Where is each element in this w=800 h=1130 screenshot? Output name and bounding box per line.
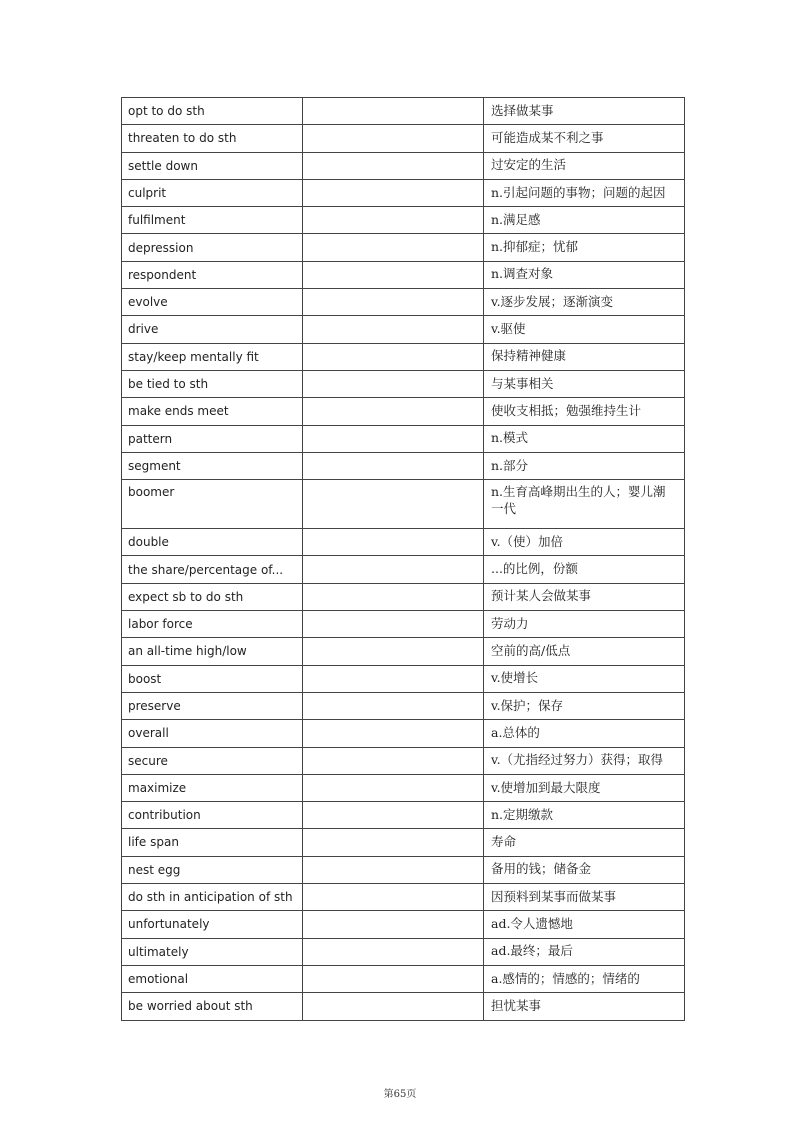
vocabulary-row bbox=[122, 692, 685, 719]
vocabulary-row bbox=[122, 884, 685, 911]
term-cell: depression bbox=[122, 234, 303, 261]
meaning-cell: n.定期缴款 bbox=[484, 802, 685, 829]
vocabulary-row bbox=[122, 911, 685, 938]
term-cell: respondent bbox=[122, 261, 303, 288]
meaning-cell: n.引起问题的事物；问题的起因 bbox=[484, 179, 685, 206]
translation-blank-cell bbox=[303, 207, 484, 234]
term-cell: the share/percentage of... bbox=[122, 556, 303, 583]
term-cell: pattern bbox=[122, 425, 303, 452]
translation-blank-cell bbox=[303, 98, 484, 125]
vocabulary-row bbox=[122, 480, 685, 529]
translation-blank-cell bbox=[303, 234, 484, 261]
vocabulary-row bbox=[122, 529, 685, 556]
translation-blank-cell bbox=[303, 692, 484, 719]
meaning-cell: 因预料到某事而做某事 bbox=[484, 884, 685, 911]
term-cell: opt to do sth bbox=[122, 98, 303, 125]
meaning-cell: 可能造成某不利之事 bbox=[484, 125, 685, 152]
meaning-cell: 劳动力 bbox=[484, 611, 685, 638]
translation-blank-cell bbox=[303, 261, 484, 288]
translation-blank-cell bbox=[303, 993, 484, 1020]
meaning-cell: 保持精神健康 bbox=[484, 343, 685, 370]
term-cell: culprit bbox=[122, 179, 303, 206]
vocabulary-row bbox=[122, 98, 685, 125]
term-cell: nest egg bbox=[122, 856, 303, 883]
translation-blank-cell bbox=[303, 425, 484, 452]
meaning-cell: 使收支相抵；勉强维持生计 bbox=[484, 398, 685, 425]
vocabulary-row bbox=[122, 425, 685, 452]
term-cell: threaten to do sth bbox=[122, 125, 303, 152]
meaning-cell: n.抑郁症；忧郁 bbox=[484, 234, 685, 261]
vocabulary-row bbox=[122, 398, 685, 425]
vocabulary-row bbox=[122, 611, 685, 638]
term-cell: secure bbox=[122, 747, 303, 774]
term-cell: settle down bbox=[122, 152, 303, 179]
meaning-cell: n.部分 bbox=[484, 452, 685, 479]
meaning-cell: ad.令人遗憾地 bbox=[484, 911, 685, 938]
meaning-cell: 空前的高/低点 bbox=[484, 638, 685, 665]
vocabulary-table-body bbox=[122, 98, 685, 1021]
vocabulary-row bbox=[122, 938, 685, 965]
vocabulary-row bbox=[122, 370, 685, 397]
term-cell: make ends meet bbox=[122, 398, 303, 425]
meaning-cell: 担忧某事 bbox=[484, 993, 685, 1020]
term-cell: expect sb to do sth bbox=[122, 583, 303, 610]
translation-blank-cell bbox=[303, 884, 484, 911]
translation-blank-cell bbox=[303, 829, 484, 856]
meaning-cell: ...的比例，份额 bbox=[484, 556, 685, 583]
vocabulary-row bbox=[122, 747, 685, 774]
term-cell: unfortunately bbox=[122, 911, 303, 938]
vocabulary-row bbox=[122, 152, 685, 179]
translation-blank-cell bbox=[303, 583, 484, 610]
meaning-cell: v.（使）加倍 bbox=[484, 529, 685, 556]
term-cell: drive bbox=[122, 316, 303, 343]
vocabulary-row bbox=[122, 125, 685, 152]
meaning-cell: v.使增长 bbox=[484, 665, 685, 692]
meaning-cell: 寿命 bbox=[484, 829, 685, 856]
meaning-cell: n.模式 bbox=[484, 425, 685, 452]
vocabulary-row bbox=[122, 993, 685, 1020]
translation-blank-cell bbox=[303, 125, 484, 152]
translation-blank-cell bbox=[303, 343, 484, 370]
translation-blank-cell bbox=[303, 452, 484, 479]
meaning-cell: 过安定的生活 bbox=[484, 152, 685, 179]
vocabulary-row bbox=[122, 179, 685, 206]
meaning-cell: a.感情的；情感的；情绪的 bbox=[484, 965, 685, 992]
translation-blank-cell bbox=[303, 720, 484, 747]
page-number: 第65页 bbox=[383, 1089, 417, 1100]
translation-blank-cell bbox=[303, 289, 484, 316]
vocabulary-row bbox=[122, 316, 685, 343]
term-cell: be worried about sth bbox=[122, 993, 303, 1020]
vocabulary-row bbox=[122, 234, 685, 261]
term-cell: fulfilment bbox=[122, 207, 303, 234]
meaning-cell: n.生育高峰期出生的人；婴儿潮一代 bbox=[484, 480, 685, 529]
term-cell: evolve bbox=[122, 289, 303, 316]
meaning-cell: 备用的钱；储备金 bbox=[484, 856, 685, 883]
term-cell: segment bbox=[122, 452, 303, 479]
meaning-cell: v.（尤指经过努力）获得；取得 bbox=[484, 747, 685, 774]
term-cell: boost bbox=[122, 665, 303, 692]
meaning-cell: v.驱使 bbox=[484, 316, 685, 343]
vocabulary-row bbox=[122, 965, 685, 992]
translation-blank-cell bbox=[303, 856, 484, 883]
meaning-cell: 与某事相关 bbox=[484, 370, 685, 397]
vocabulary-row bbox=[122, 774, 685, 801]
translation-blank-cell bbox=[303, 665, 484, 692]
translation-blank-cell bbox=[303, 370, 484, 397]
term-cell: maximize bbox=[122, 774, 303, 801]
meaning-cell: v.使增加到最大限度 bbox=[484, 774, 685, 801]
term-cell: double bbox=[122, 529, 303, 556]
translation-blank-cell bbox=[303, 965, 484, 992]
vocabulary-row bbox=[122, 720, 685, 747]
term-cell: stay/keep mentally fit bbox=[122, 343, 303, 370]
vocabulary-row bbox=[122, 829, 685, 856]
vocabulary-row bbox=[122, 207, 685, 234]
translation-blank-cell bbox=[303, 747, 484, 774]
vocabulary-row bbox=[122, 802, 685, 829]
meaning-cell: n.调查对象 bbox=[484, 261, 685, 288]
translation-blank-cell bbox=[303, 802, 484, 829]
meaning-cell: v.逐步发展；逐渐演变 bbox=[484, 289, 685, 316]
term-cell: overall bbox=[122, 720, 303, 747]
term-cell: life span bbox=[122, 829, 303, 856]
vocabulary-row bbox=[122, 261, 685, 288]
vocabulary-row bbox=[122, 289, 685, 316]
translation-blank-cell bbox=[303, 611, 484, 638]
meaning-cell: 选择做某事 bbox=[484, 98, 685, 125]
vocabulary-row bbox=[122, 583, 685, 610]
term-cell: contribution bbox=[122, 802, 303, 829]
vocabulary-row bbox=[122, 856, 685, 883]
translation-blank-cell bbox=[303, 938, 484, 965]
meaning-cell: v.保护；保存 bbox=[484, 692, 685, 719]
term-cell: ultimately bbox=[122, 938, 303, 965]
translation-blank-cell bbox=[303, 179, 484, 206]
translation-blank-cell bbox=[303, 774, 484, 801]
term-cell: boomer bbox=[122, 480, 303, 529]
translation-blank-cell bbox=[303, 911, 484, 938]
term-cell: do sth in anticipation of sth bbox=[122, 884, 303, 911]
translation-blank-cell bbox=[303, 638, 484, 665]
vocabulary-row bbox=[122, 665, 685, 692]
meaning-cell: n.满足感 bbox=[484, 207, 685, 234]
term-cell: be tied to sth bbox=[122, 370, 303, 397]
vocabulary-row bbox=[122, 638, 685, 665]
meaning-cell: ad.最终；最后 bbox=[484, 938, 685, 965]
translation-blank-cell bbox=[303, 316, 484, 343]
term-cell: labor force bbox=[122, 611, 303, 638]
vocabulary-row bbox=[122, 556, 685, 583]
meaning-cell: a.总体的 bbox=[484, 720, 685, 747]
translation-blank-cell bbox=[303, 529, 484, 556]
translation-blank-cell bbox=[303, 556, 484, 583]
term-cell: emotional bbox=[122, 965, 303, 992]
vocabulary-row bbox=[122, 452, 685, 479]
vocabulary-table bbox=[121, 97, 685, 1021]
translation-blank-cell bbox=[303, 152, 484, 179]
term-cell: an all-time high/low bbox=[122, 638, 303, 665]
meaning-cell: 预计某人会做某事 bbox=[484, 583, 685, 610]
term-cell: preserve bbox=[122, 692, 303, 719]
translation-blank-cell bbox=[303, 480, 484, 529]
translation-blank-cell bbox=[303, 398, 484, 425]
vocabulary-row bbox=[122, 343, 685, 370]
